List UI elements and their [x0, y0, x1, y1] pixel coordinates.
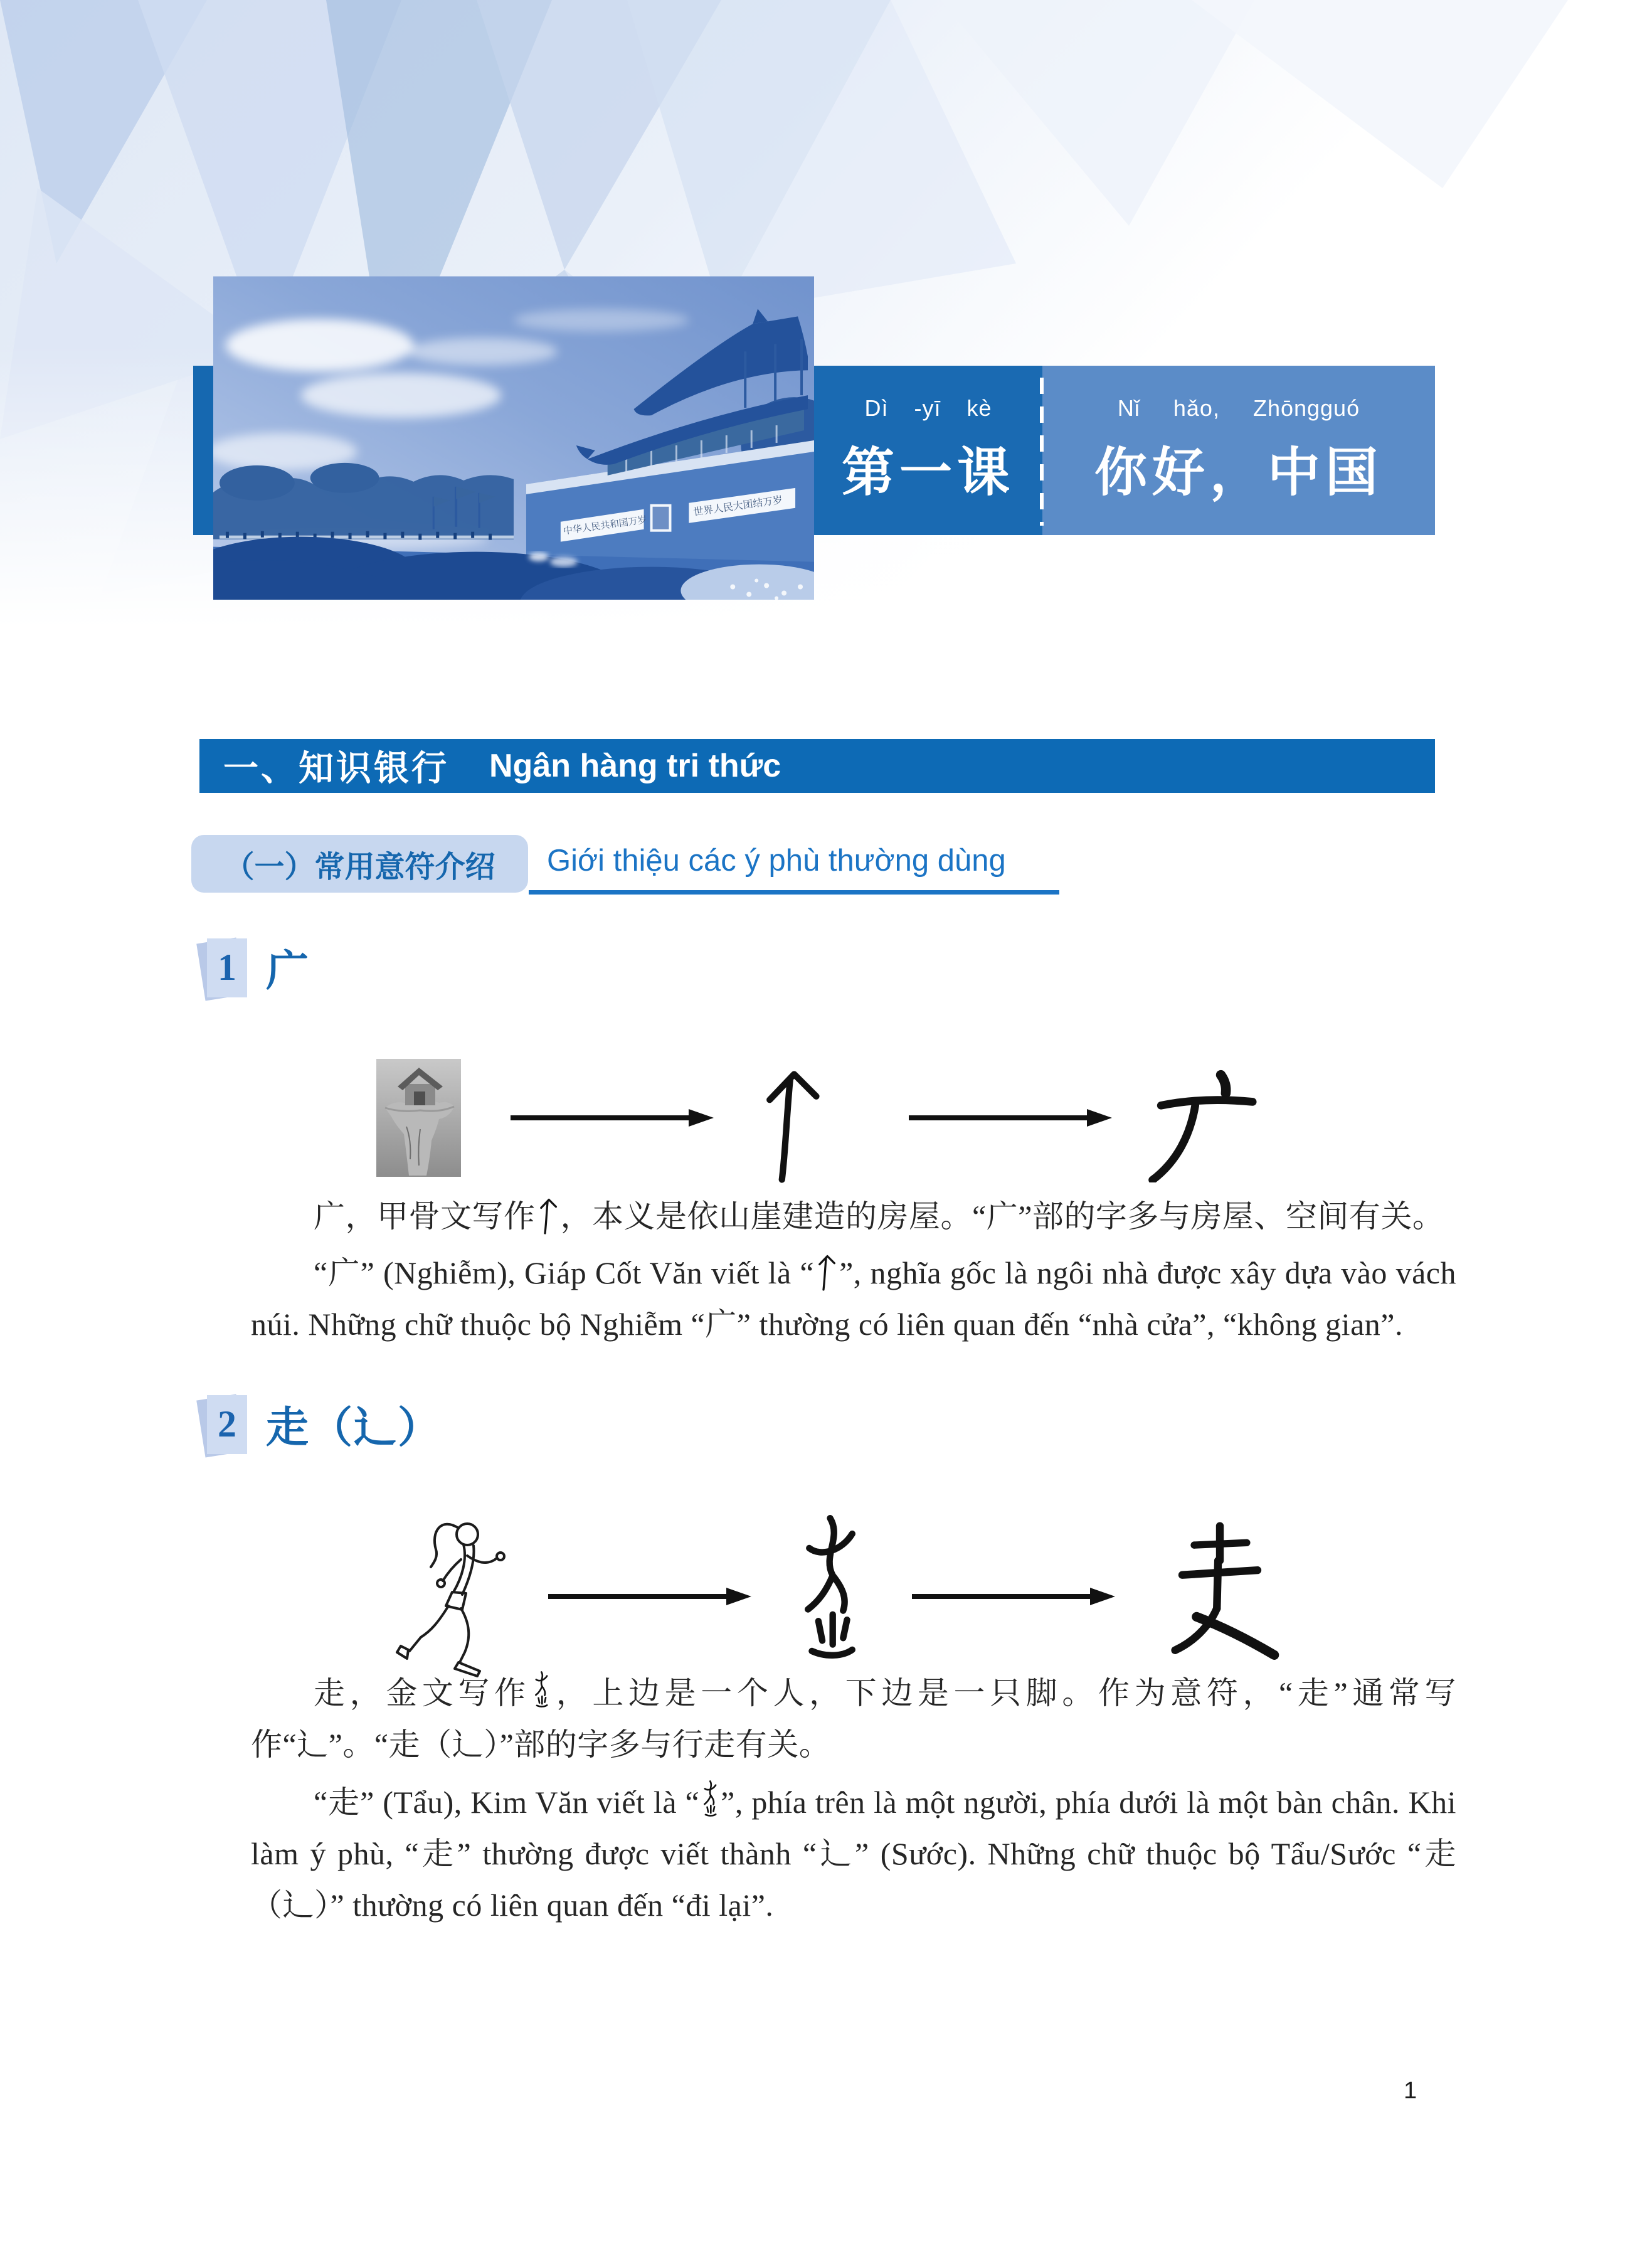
item1-number: 1 — [207, 938, 247, 997]
lesson-number-pinyin: Dì -yī kè — [864, 395, 992, 421]
lesson-title-block — [1042, 366, 1435, 535]
item2-paragraph-vi — [251, 1776, 1456, 1931]
vi-text: “广” (Nghiễm), Giáp Cốt Văn viết là “ — [314, 1255, 815, 1290]
tiananmen-photo-art — [213, 276, 814, 600]
subsection-label-zh: （一）常用意符介绍 — [224, 850, 495, 884]
oracle-guang-inline-glyph — [814, 1252, 839, 1291]
vi-text: ”, phía trên là một người, phía dưới là một bàn chân. Khi làm ý phù, “走” thường được viết thành “辶” (Sước). Những chữ thuộc bộ Tẩu/Sước “走（辶）” thường có liên quan đến “đi lại”. — [251, 1785, 1456, 1923]
page-number: 1 — [1404, 2078, 1417, 2104]
vi-text: “走” (Tẩu), Kim Văn viết là “ — [314, 1785, 700, 1820]
zh-text: ，本义是依山崖建造的房屋。“广”部的字多与房屋、空间有关。 — [560, 1199, 1444, 1234]
subsection-pill — [191, 835, 528, 893]
item2-number: 2 — [207, 1395, 247, 1454]
lesson-banner-dashed-divider — [1040, 378, 1044, 526]
item1-heading — [207, 937, 310, 998]
lesson-title-text: 你好，中国 — [1094, 442, 1383, 502]
zh-text: ，上边是一个人，下边是一只脚。作为意符，“走”通常写作“辶”。“走（辶）”部的字多与行走有关。 — [251, 1675, 1457, 1762]
item2-number-badge — [207, 1395, 247, 1454]
bronze-zou-inline-glyph — [699, 1779, 721, 1820]
brush-zou-glyph — [1157, 1517, 1283, 1664]
oracle-guang-inline-glyph — [536, 1196, 561, 1235]
bronze-zou-inline-glyph — [531, 1670, 552, 1711]
vi-text: ”, nghĩa gốc là ngôi nhà được xây dựa vào vách núi. Những chữ thuộc bộ Nghiễm “广” thường có liên quan đến “nhà cửa”, “không gian”. — [251, 1255, 1456, 1342]
zh-text: 走，金文写作 — [314, 1675, 531, 1711]
lesson-title-pinyin: Nǐ hǎo, Zhōngguó — [1117, 395, 1360, 421]
section-title-vi: Ngân hàng tri thức — [489, 748, 781, 784]
item1-paragraph-zh — [251, 1191, 1456, 1242]
runner-image — [373, 1504, 511, 1686]
item1-paragraph-vi — [251, 1247, 1456, 1350]
subsection-label-vi: Giới thiệu các ý phù thường dùng — [547, 844, 1006, 878]
lesson-number-block — [814, 366, 1042, 535]
subsection-underline — [529, 890, 1059, 895]
tiananmen-photo — [213, 276, 814, 600]
item1-headword: 广 — [266, 947, 310, 995]
section-banner — [199, 739, 1435, 793]
arrow-right-icon — [906, 1105, 1113, 1130]
slogan-board-right-text: 世界人民大团结万岁 — [692, 494, 784, 518]
arrow-right-icon — [508, 1105, 715, 1130]
item2-heading — [207, 1394, 442, 1455]
house-cliff-image — [376, 1059, 461, 1177]
oracle-guang-glyph — [749, 1061, 834, 1184]
arrow-right-icon — [546, 1584, 753, 1609]
lesson-banner-left-sliver — [193, 366, 213, 535]
item1-number-badge — [207, 938, 247, 997]
bronze-zou-glyph — [787, 1509, 872, 1675]
brush-guang-glyph — [1129, 1066, 1270, 1182]
arrow-right-icon — [909, 1584, 1116, 1609]
item2-paragraph-zh — [251, 1667, 1456, 1770]
zh-text: 广，甲骨文写作 — [314, 1199, 536, 1234]
lesson-number-title: 第一课 — [841, 442, 1015, 502]
slogan-board-left-text: 中华人民共和国万岁 — [563, 515, 648, 537]
item2-headword: 走（辶） — [266, 1404, 442, 1452]
section-title-zh: 一、知识银行 — [223, 748, 449, 788]
